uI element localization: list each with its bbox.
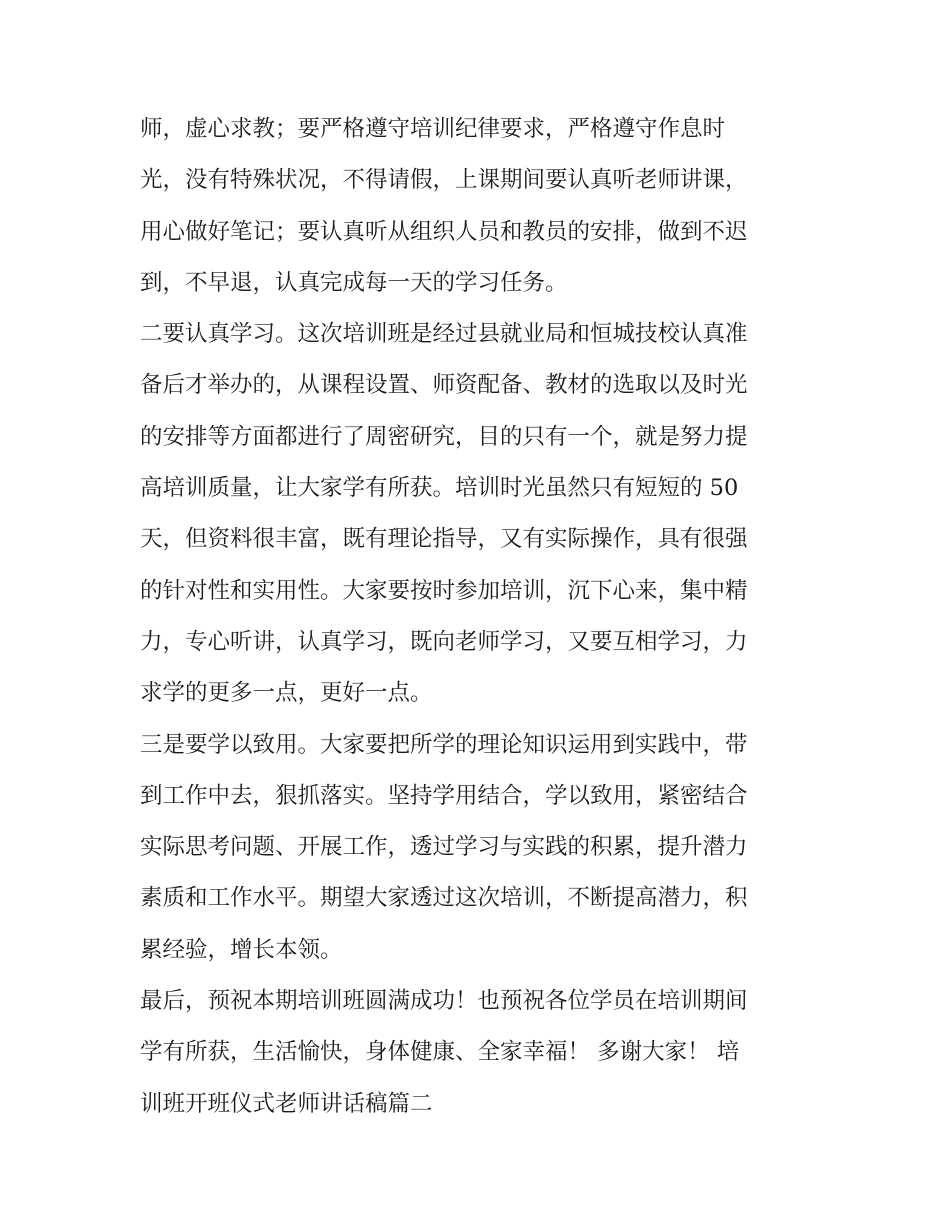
text-line: 素质和工作水平。期望大家透过这次培训，不断提高潜力，积 <box>140 885 748 912</box>
text-line: 累经验，增长本领。 <box>140 936 343 963</box>
text-line: 的安排等方面都进行了周密研究，目的只有一个，就是努力提 <box>140 423 748 450</box>
text-line: 最后，预祝本期培训班圆满成功！也预祝各位学员在培训期间 <box>140 988 748 1015</box>
text-line: 备后才举办的，从课程设置、师资配备、教材的选取以及时光 <box>140 372 748 399</box>
text-line: 求学的更多一点，更好一点。 <box>140 680 433 707</box>
text-line: 学有所获，生活愉快，身体健康、全家幸福！ 多谢大家！ 培 <box>140 1039 740 1066</box>
text-line: 高培训质量，让大家学有所获。培训时光虽然只有短短的 50 <box>140 475 739 502</box>
text-line: 到工作中去，狠抓落实。坚持学用结合，学以致用，紧密结合 <box>140 782 748 809</box>
text-line: 光，没有特殊状况，不得请假，上课期间要认真听老师讲课， <box>140 167 748 194</box>
text-line: 到，不早退，认真完成每一天的学习任务。 <box>140 269 568 296</box>
text-line: 训班开班仪式老师讲话稿篇二 <box>140 1090 433 1117</box>
text-line: 实际思考问题、开展工作，透过学习与实践的积累，提升潜力 <box>140 834 748 861</box>
text-line: 用心做好笔记；要认真听从组织人员和教员的安排，做到不迟 <box>140 218 748 245</box>
text-line: 的针对性和实用性。大家要按时参加培训，沉下心来，集中精 <box>140 577 748 604</box>
text-line: 师，虚心求教；要严格遵守培训纪律要求，严格遵守作息时 <box>140 116 726 142</box>
text-line: 力，专心听讲，认真学习，既向老师学习，又要互相学习，力 <box>140 628 748 655</box>
text-line: 二要认真学习。这次培训班是经过县就业局和恒城技校认真准 <box>140 321 748 348</box>
text-line: 天，但资料很丰富，既有理论指导，又有实际操作，具有很强 <box>140 526 748 553</box>
text-line: 三是要学以致用。大家要把所学的理论知识运用到实践中，带 <box>140 731 748 758</box>
document-body <box>140 104 820 1130</box>
